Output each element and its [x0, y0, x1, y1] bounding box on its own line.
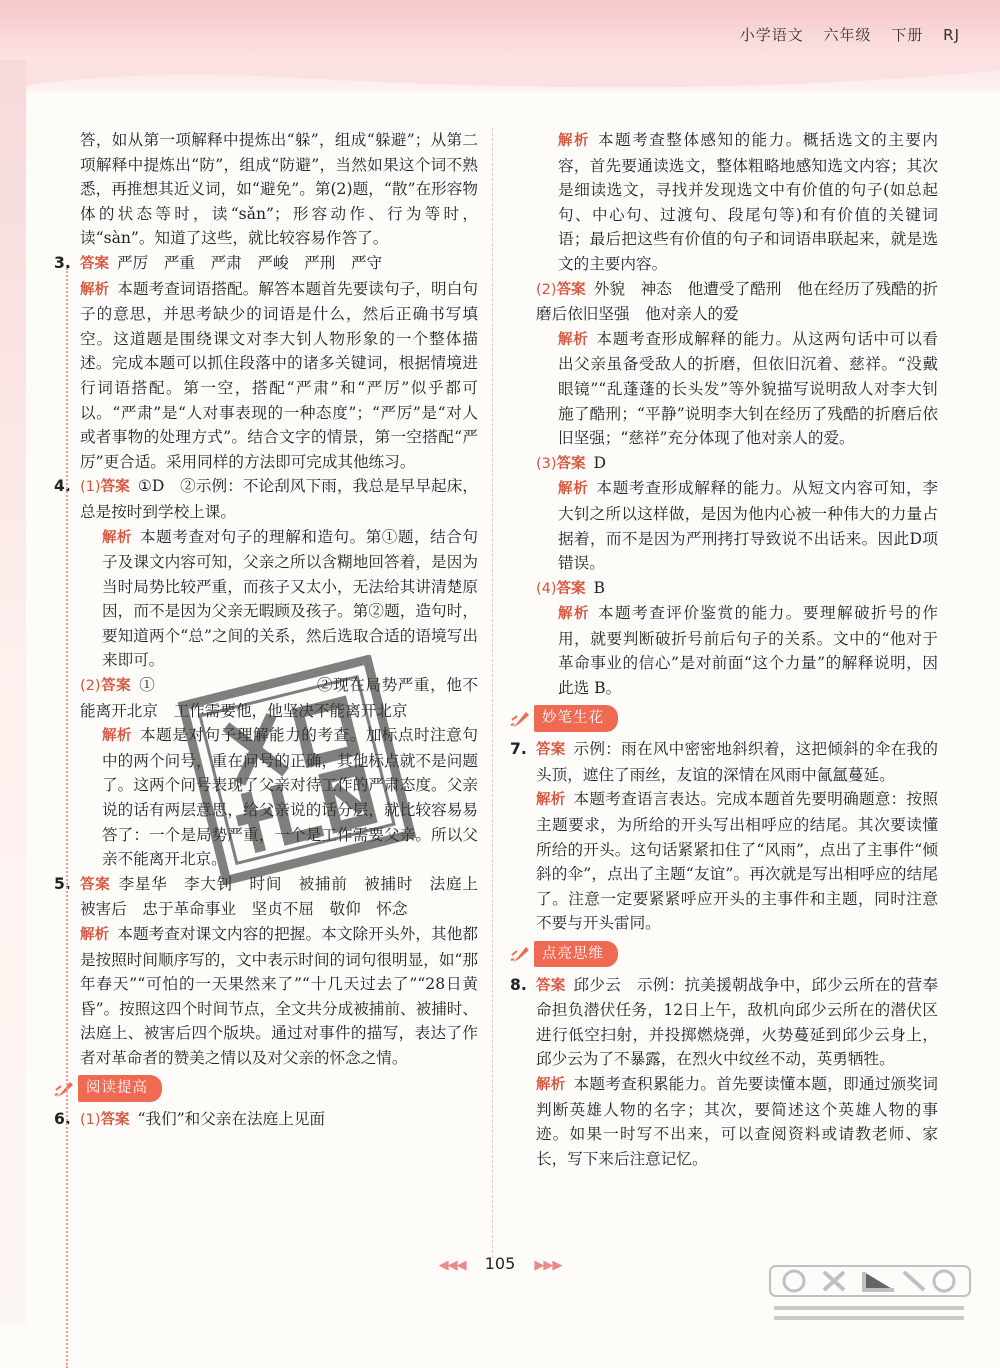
answer-label: 答案	[556, 580, 586, 597]
left-column	[54, 128, 494, 1133]
pen-icon	[54, 1078, 76, 1100]
answer-label: 答案	[100, 678, 132, 695]
q5-analysis: 本题考查对课文内容的把握。本文除开头外，其他都是按照时间顺序写的，文中表示时间的词句很明显，如“那年春天”“可怕的一天果然来了”“十几天过去了”“28日黄昏”。按照这四个时间节点，全文共分成被捕前、被捕时、法庭上、被害后四个版块。通过对事件的描写，表达了作者对革命者的赞美之情以及对父亲的怀念之情。	[80, 925, 478, 1067]
q7-answer: 示例：雨在风中密密地斜织着，这把倾斜的伞在我的头顶，遮住了雨丝，友谊的深情在风雨中氤氲蔓延。	[536, 740, 938, 784]
question-number: 5.	[54, 874, 71, 893]
question-7	[510, 737, 938, 936]
analysis-label: 解析	[80, 927, 110, 943]
analysis-label: 解析	[558, 606, 590, 623]
q6-analysis-3: 本题考查形成解释的能力。从短文内容可知，李大钊之所以这样做，是因为他内心被一种伟大的力量占据着，而不是因为严刑拷打导致说不出话来。因此D项错误。	[558, 479, 938, 573]
answer-label: 答案	[80, 255, 109, 272]
answer-label: 答案	[100, 479, 130, 496]
subject-label: 小学语文	[739, 26, 804, 44]
q8-answer: 邱少云 示例：抗美援朝战争中，邱少云所在的营奉命担负潜伏任务，12日上午，敌机向邱少云所在的潜伏区进行低空扫射，并投掷燃烧弹，火势蔓延到邱少云身上，邱少云为了不暴露，在烈火中纹丝不动，英勇牺牲。	[536, 975, 938, 1069]
watermark-logo	[764, 1262, 974, 1324]
right-column	[510, 128, 938, 1171]
q8-analysis: 本题考查积累能力。首先要读懂本题，即通过颁奖词判断英雄人物的名字；其次，要简述这个英雄人物的事迹。如果一时写不出来，可以查阅资料或请教老师、家长，写下来后注意记忆。	[536, 1074, 938, 1168]
question-3	[54, 251, 478, 474]
section-writing	[510, 707, 618, 731]
analysis-label: 解析	[102, 728, 133, 745]
analysis-label: 解析	[558, 481, 589, 498]
page-header	[726, 24, 960, 45]
q6-answer-4: B	[593, 578, 606, 597]
q7-analysis: 本题考查语言表达。完成本题首先要明确题意：按照主题要求，为所给的开头写出相呼应的结尾。其次要读懂所给的开头。这句话紧紧扣住了“风雨”，点出了主事件“倾斜的伞”，点出了主题“友谊”。再次就是写出相呼应的结尾了。注意一定要紧紧呼应开头的主事件和主题，同时注意不要与开头雷同。	[536, 790, 938, 933]
pen-icon	[510, 943, 532, 965]
header-decoration	[0, 60, 1000, 120]
question-5	[54, 872, 494, 1071]
sub-number: (2)	[80, 678, 101, 695]
question-number: 3.	[54, 253, 71, 272]
question-number: 7.	[510, 740, 527, 759]
answer-label: 答案	[80, 876, 111, 893]
section-reading	[54, 1077, 162, 1101]
answer-label: 答案	[556, 281, 586, 298]
analysis-label: 解析	[558, 331, 589, 348]
question-number: 6.	[54, 1110, 71, 1129]
q5-answer: 李星华 李大钊 时间 被捕前 被捕时 法庭上 被害后 忠于革命事业 坚贞不屈 敬仰 怀念	[80, 874, 494, 919]
q6-answer-2: 外貌 神态 他遭受了酷刑 他在经历了残酷的折磨后依旧坚强 他对亲人的爱	[536, 279, 938, 324]
q4-analysis-2: 本题是对句子理解能力的考查。加标点时注意句中的两个问号，重在问号的正确，其他标点就不是问题了。这两个问号表现了父亲对待工作的严肃态度。父亲说的话有两层意思，给父亲说的话分层，就比较容易易答了：一个是局势严重，一个是工作需要父亲。所以父亲不能离开北京。	[102, 726, 478, 869]
section-title: 点亮思维	[534, 941, 618, 968]
q3-answer: 严厉 严重 严肃 严峻 严刑 严守	[117, 253, 383, 272]
question-number: 4.	[54, 477, 71, 496]
q4-answer-2: ① ②现在局势严重，他不能离开北京 工作需要他，他坚决不能离开北京	[80, 676, 478, 720]
q3-analysis: 本题考查词语搭配。解答本题首先要读句子，明白句子的意思，并思考缺少的词语是什么，然后正确书写填空。这道题是围绕课文对李大钊人物形象的一个整体描述。完成本题可以抓住段落中的诸多关键词，根据情境进行词语搭配。第一空，搭配“严肃”和“严厉”似乎都可以。“严肃”是“人对事表现的一种态度”；“严厉”是“对人或者事物的处理方式”。结合文字的情景，第一空搭配“严厉”更合适。采用同样的方法即可完成其他练习。	[80, 279, 478, 471]
analysis-label: 解析	[102, 529, 133, 546]
answer-label: 答案	[556, 455, 586, 472]
analysis-label: 解析	[80, 281, 110, 298]
question-4	[54, 474, 478, 872]
term-label: 下册	[891, 26, 924, 44]
analysis-label: 解析	[536, 792, 566, 809]
side-tab	[0, 60, 26, 1326]
q6-analysis-1: 本题考查整体感知的能力。概括选文的主要内容，首先要通读选文，整体粗略地感知选文内容；其次是细读选文，寻找并发现选文中有价值的句子(如总起句、中心句、过渡句、段尾句等)和有价值的关键词语；最后把这些有价值的句子和词语串联起来，就是选文的主要内容。	[558, 131, 938, 273]
analysis-label: 解析	[558, 133, 590, 149]
grade-label: 六年级	[823, 26, 872, 44]
section-thinking	[510, 942, 618, 966]
sub-number: (1)	[80, 1112, 101, 1129]
sub-number: (1)	[80, 479, 101, 496]
q4-answer-1: ①D ②示例：不论刮风下雨，我总是早早起床，总是按时到学校上课。	[80, 477, 479, 521]
next-arrows: ▶▶▶	[534, 1258, 562, 1273]
question-number: 8.	[510, 975, 527, 994]
answer-label: 答案	[536, 977, 566, 994]
sub-number: (4)	[536, 580, 557, 597]
section-title: 阅读提高	[78, 1075, 162, 1102]
answer-label: 答案	[536, 742, 566, 759]
page-number: 105	[484, 1254, 516, 1273]
intro-paragraph: 答，如从第一项解释中提炼出“躲”，组成“躲避”；从第二项解释中提炼出“防”，组成“防避”，当然如果这个词不熟悉，再推想其近义词，如“避免”。第(2)题，“散”在形容物体的状态等时，读“sǎn”；形容动作、行为等时，读“sàn”。知道了这些，就比较容易作答了。	[80, 131, 478, 248]
q6-analysis-4: 本题考查评价鉴赏的能力。要理解破折号的作用，就要判断破折号前后句子的关系。文中的“他对于革命事业的信心”是对前面“这个力量”的解释说明，因此选 B。	[558, 604, 938, 698]
question-6	[54, 1107, 478, 1133]
q4-analysis-1: 本题考查对句子的理解和造句。第①题，结合句子及课文内容可知，父亲之所以含糊地回答着，是因为当时局势比较严重，而孩子又太小，无法给其讲清楚原因，而不是因为父亲无暇顾及孩子。第②题，造句时，要知道两个“总”之间的关系，然后选取合适的语境写出来即可。	[102, 527, 478, 670]
q6-answer-1: “我们”和父亲在法庭上见面	[137, 1110, 326, 1129]
pen-icon	[510, 708, 532, 730]
q6-answer-3: D	[593, 453, 607, 472]
sub-number: (2)	[536, 281, 557, 298]
q6-analysis-2: 本题考查形成解释的能力。从这两句话中可以看出父亲虽备受敌人的折磨，但依旧沉着、慈祥。“没戴眼镜”“乱蓬蓬的长头发”等外貌描写说明敌人对李大钊施了酷刑；“平静”说明李大钊在经历了残酷的折磨后依旧坚强；“慈祥”充分体现了他对亲人的爱。	[558, 329, 938, 448]
analysis-label: 解析	[536, 1076, 566, 1093]
sub-number: (3)	[536, 455, 557, 472]
edition-label: RJ	[943, 26, 960, 44]
column-divider	[492, 128, 493, 1258]
answer-label: 答案	[100, 1112, 130, 1129]
question-8	[510, 973, 938, 1172]
section-title: 妙笔生花	[534, 705, 618, 732]
prev-arrows: ◀◀◀	[438, 1258, 466, 1273]
